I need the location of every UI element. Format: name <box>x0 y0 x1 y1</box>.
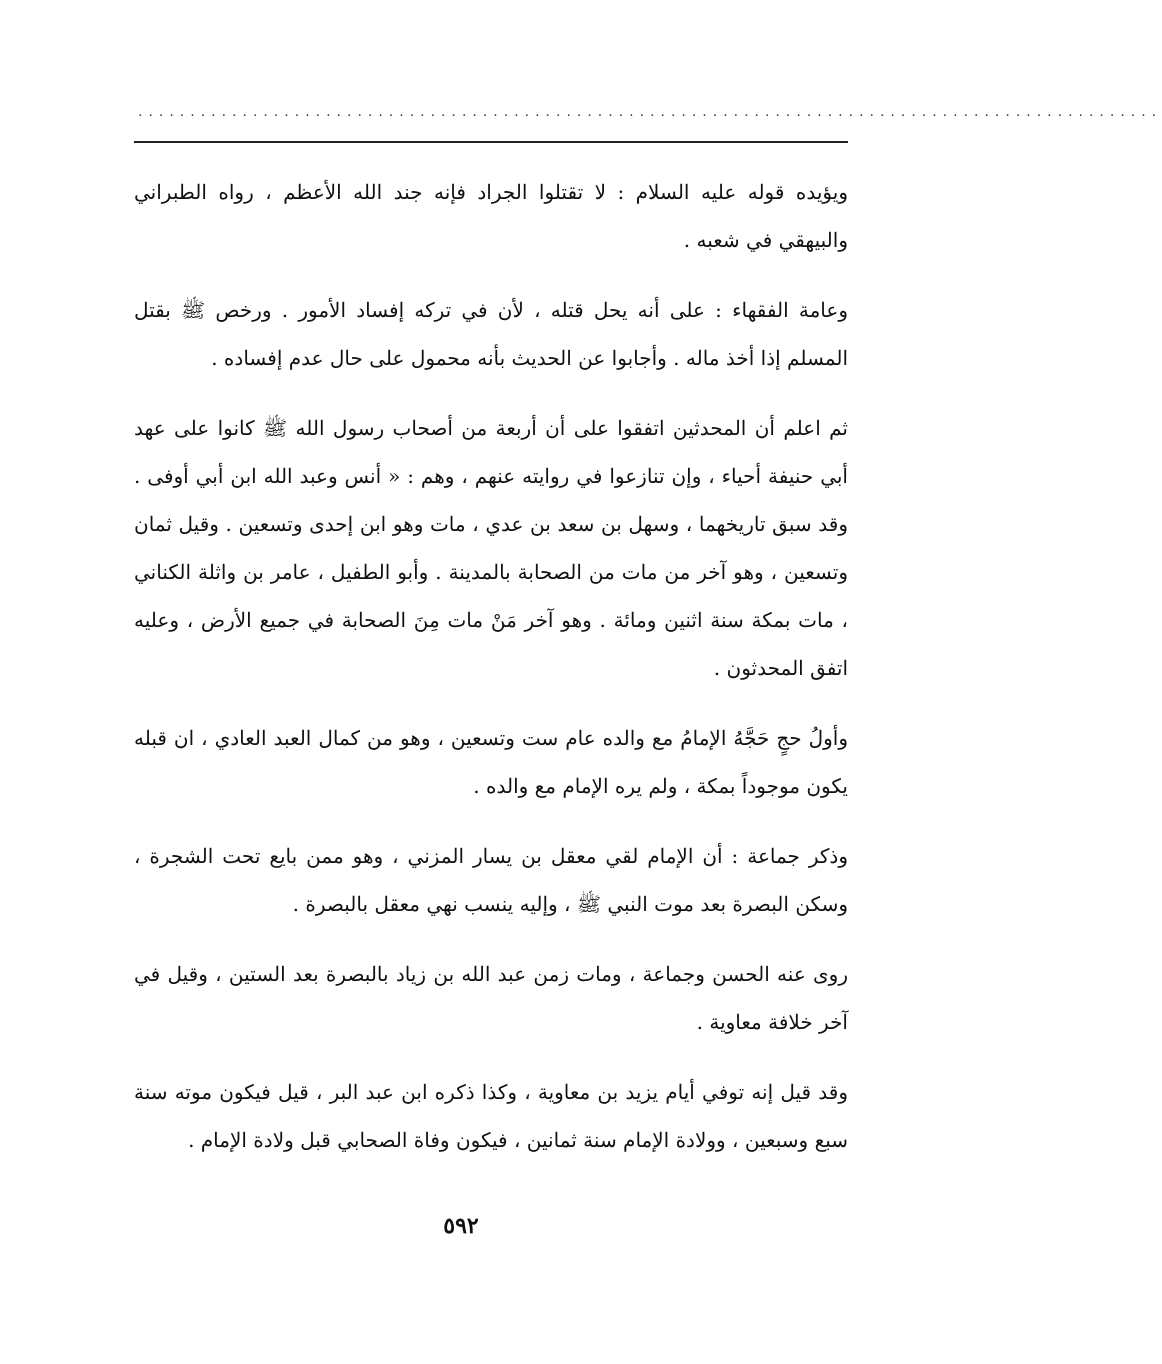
paragraph: ثم اعلم أن المحدثين اتفقوا على أن أربعة من أصحاب رسول الله ﷺ كانوا على عهد أبي حنيفة أحياء ، وإن تنازعوا في روايته عنهم ، وهم : « أنس وعبد الله ابن أبي أوفى . وقد سبق تاريخهما ، وسهل بن سعد بن عدي ، مات وهو ابن إحدى وتسعين . وقيل ثمان وتسعين ، وهو آخر من مات من الصحابة بالمدينة . وأبو الطفيل ، عامر بن واثلة الكناني ، مات بمكة سنة اثنين ومائة . وهو آخر مَنْ مات مِنَ الصحابة في جميع الأرض ، وعليه اتفق المحدثون . <box>134 416 848 680</box>
main-text <box>134 168 848 1164</box>
page-number: ٥٩٢ <box>443 1213 479 1239</box>
paragraph: ويؤيده قوله عليه السلام : لا تقتلوا الجراد فإنه جند الله الأعظم ، رواه الطبراني والبيهقي في شعبه . <box>134 180 848 252</box>
paragraph: وذكر جماعة : أن الإمام لقي معقل بن يسار المزني ، وهو ممن بايع تحت الشجرة ، وسكن البصرة بعد موت النبي ﷺ ، وإليه ينسب نهي معقل بالبصرة . <box>134 844 848 916</box>
paragraph: وقد قيل إنه توفي أيام يزيد بن معاوية ، وكذا ذكره ابن عبد البر ، قيل فيكون موته سنة سبع وسبعين ، وولادة الإمام سنة ثمانين ، فيكون وفاة الصحابي قبل ولادة الإمام . <box>134 1080 848 1152</box>
header-rule <box>134 141 848 143</box>
header-dotted-line: .................................................................................................. <box>138 104 1162 120</box>
paragraph: وعامة الفقهاء : على أنه يحل قتله ، لأن في تركه إفساد الأمور . ورخص ﷺ بقتل المسلم إذا أخذ ماله . وأجابوا عن الحديث بأنه محمول على حال عدم إفساده . <box>134 298 848 370</box>
paragraph: روى عنه الحسن وجماعة ، ومات زمن عبد الله بن زياد بالبصرة بعد الستين ، وقيل في آخر خلافة معاوية . <box>134 962 848 1034</box>
paragraph: وأولُ حجٍ حَجَّهُ الإمامُ مع والده عام ست وتسعين ، وهو من كمال العبد العادي ، ان قبله يكون موجوداً بمكة ، ولم يره الإمام مع والده . <box>134 726 848 798</box>
